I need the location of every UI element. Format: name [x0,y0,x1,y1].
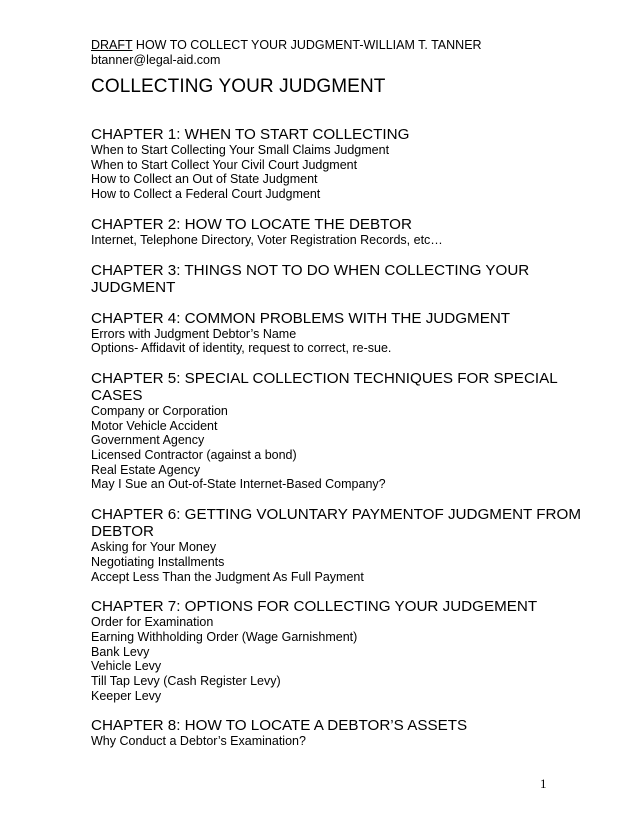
chapter-title: CHAPTER 1: WHEN TO START COLLECTING [91,126,410,143]
chapter-item: Real Estate Agency [91,462,201,477]
chapter-item: Asking for Your Money [91,540,217,555]
chapter-section [91,310,586,356]
chapter-item: Vehicle Levy [91,659,162,674]
header-doc-label: HOW TO COLLECT YOUR JUDGMENT-WILLIAM T. TANNER [132,38,482,52]
chapter-item: When to Start Collecting Your Small Claims Judgment [91,143,390,157]
chapter-item: Till Tap Levy (Cash Register Levy) [91,674,281,689]
chapter-item: Accept Less Than the Judgment As Full Payment [91,569,364,584]
chapter-item: How to Collect a Federal Court Judgment [91,187,321,202]
header-email: btanner@legal-aid.com [91,53,221,67]
chapter-item: Bank Levy [91,644,150,659]
chapter-title: CHAPTER 2: HOW TO LOCATE THE DEBTOR [91,215,412,233]
chapter-item: Company or Corporation [91,403,228,418]
chapter-title: CHAPTER 4: COMMON PROBLEMS WITH THE JUDGMENT [91,309,511,327]
chapter-item: Options- Affidavit of identity, request to correct, re-sue. [91,341,392,356]
chapter-item: Why Conduct a Debtor’s Examination? [91,734,306,749]
table-of-contents [91,126,586,763]
chapter-section [91,262,586,296]
chapter-item: May I Sue an Out-of-State Internet-Based Company? [91,477,386,492]
chapter-item: Licensed Contractor (against a bond) [91,448,297,463]
chapter-section [91,216,586,248]
chapter-section [91,370,586,492]
document-title: COLLECTING YOUR JUDGMENT [91,76,386,97]
chapter-title: CHAPTER 8: HOW TO LOCATE A DEBTOR’S ASSETS [91,717,468,735]
chapter-section [91,598,586,703]
page-number: 1 [540,776,547,791]
chapter-item: Motor Vehicle Accident [91,418,218,433]
chapter-title: CHAPTER 7: OPTIONS FOR COLLECTING YOUR JUDGEMENT [91,598,538,616]
chapter-title: CHAPTER 6: GETTING VOLUNTARY PAYMENTOF JUDGMENT FROM DEBTOR [91,506,581,541]
chapter-item: How to Collect an Out of State Judgment [91,172,318,187]
chapter-item: When to Start Collect Your Civil Court Judgment [91,157,358,172]
chapter-section [91,506,586,584]
draft-label: DRAFT [91,38,133,52]
chapter-title: CHAPTER 3: THINGS NOT TO DO WHEN COLLECTING YOUR JUDGMENT [91,261,530,296]
chapter-item: Errors with Judgment Debtor’s Name [91,326,297,341]
chapter-section [91,717,586,749]
chapter-item: Negotiating Installments [91,554,225,569]
chapter-item: Keeper Levy [91,688,162,703]
header-line [91,38,482,53]
chapter-item: Order for Examination [91,615,214,630]
running-header [91,38,482,68]
chapter-title: CHAPTER 5: SPECIAL COLLECTION TECHNIQUES FOR SPECIAL CASES [91,369,558,404]
chapter-item: Internet, Telephone Directory, Voter Registration Records, etc… [91,232,443,247]
chapter-item: Earning Withholding Order (Wage Garnishment) [91,629,358,644]
chapter-section [91,126,586,202]
chapter-item: Government Agency [91,433,205,448]
